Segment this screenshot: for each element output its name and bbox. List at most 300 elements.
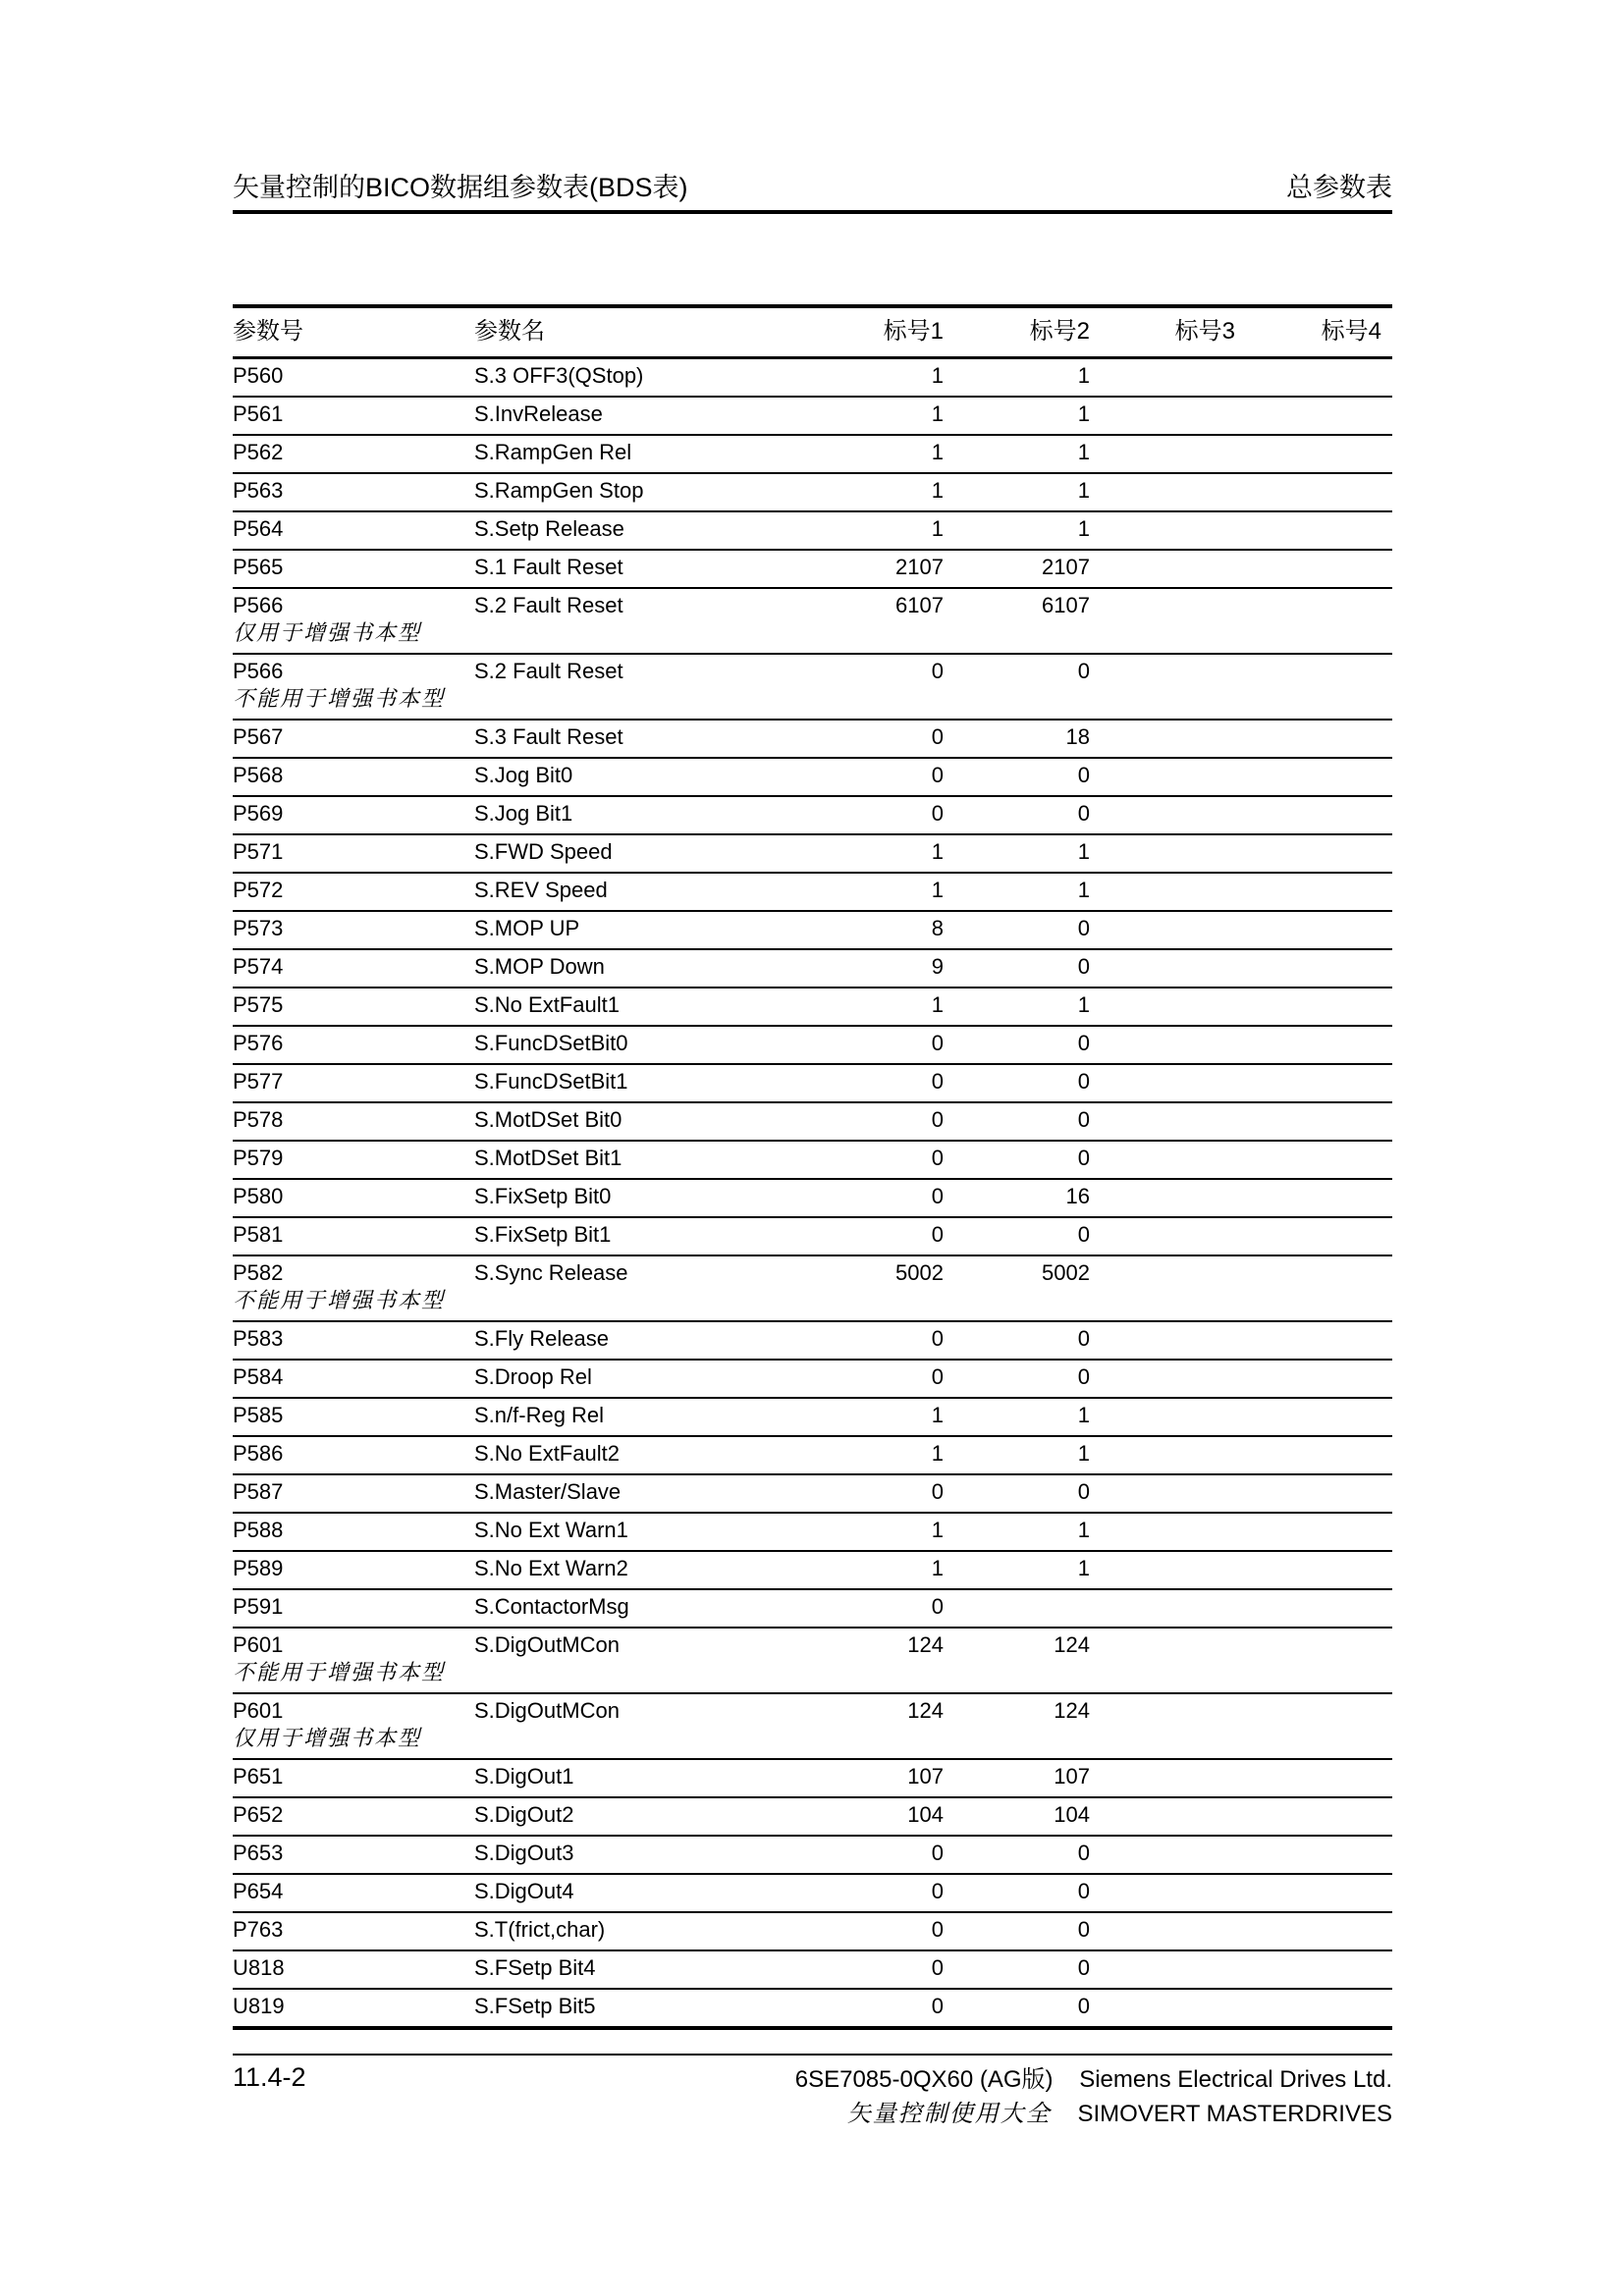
table-row [233,1551,1392,1589]
bds4-value-cell [1235,1474,1392,1513]
bds4-value-cell [1235,1950,1392,1989]
param-number: P584 [233,1364,284,1389]
parameters-table [233,304,1392,2030]
bds3-value-cell [1090,1026,1235,1064]
param-name-cell: S.FSetp Bit5 [474,1989,828,2028]
param-name-cell: S.FixSetp Bit1 [474,1217,828,1255]
bds2-value-cell: 1 [944,1513,1090,1551]
bds2-value-cell: 0 [944,1989,1090,2028]
bds2-value-cell: 1 [944,1551,1090,1589]
param-name-cell: S.Droop Rel [474,1360,828,1398]
param-name-cell: S.Master/Slave [474,1474,828,1513]
table-row [233,473,1392,511]
bds3-value-cell [1090,473,1235,511]
param-name-cell: S.No Ext Warn2 [474,1551,828,1589]
param-no-cell [233,1912,474,1950]
bds2-value-cell: 0 [944,1064,1090,1102]
bds1-value-cell: 0 [828,1836,944,1874]
param-no-cell [233,1551,474,1589]
bds2-value-cell: 18 [944,720,1090,758]
param-name-cell: S.No ExtFault2 [474,1436,828,1474]
bds1-value-cell: 0 [828,1026,944,1064]
table-row [233,1102,1392,1141]
bds2-value-cell: 2107 [944,550,1090,588]
param-no-cell [233,873,474,911]
param-number: P591 [233,1594,284,1619]
table-row [233,1874,1392,1912]
param-name-cell: S.FuncDSetBit1 [474,1064,828,1102]
param-no-cell [233,1321,474,1360]
bds3-value-cell [1090,949,1235,988]
param-no-cell [233,834,474,873]
col-header-param-name: 参数名 [474,306,828,358]
param-number: P601 [233,1698,284,1723]
bds3-value-cell [1090,796,1235,834]
param-no-cell [233,397,474,435]
bds1-value-cell: 0 [828,1321,944,1360]
footer-line-2 [795,2097,1392,2132]
bds2-value-cell: 1 [944,435,1090,473]
footer-manual-name: 矢量控制使用大全 [846,2102,1052,2127]
param-number: P601 [233,1632,284,1657]
table-row [233,1360,1392,1398]
bds1-value-cell: 0 [828,1102,944,1141]
bds1-value-cell: 124 [828,1628,944,1693]
param-number: P562 [233,440,284,464]
table-row [233,1628,1392,1693]
bds2-value-cell: 124 [944,1628,1090,1693]
param-number: P583 [233,1326,284,1351]
bds3-value-cell [1090,1321,1235,1360]
table-row [233,1836,1392,1874]
param-number: P578 [233,1107,284,1132]
bds2-value-cell: 0 [944,1217,1090,1255]
bds4-value-cell [1235,358,1392,398]
bds3-value-cell [1090,1874,1235,1912]
bds1-value-cell: 0 [828,1141,944,1179]
param-number: P571 [233,839,284,864]
bds4-value-cell [1235,1255,1392,1321]
bds1-value-cell: 5002 [828,1255,944,1321]
table-row [233,1321,1392,1360]
param-number: P572 [233,878,284,902]
param-no-cell [233,1797,474,1836]
bds3-value-cell [1090,1179,1235,1217]
bds1-value-cell: 1 [828,473,944,511]
bds4-value-cell [1235,550,1392,588]
bds4-value-cell [1235,720,1392,758]
bds1-value-cell: 107 [828,1759,944,1797]
param-number: P573 [233,916,284,940]
param-number: P585 [233,1403,284,1427]
param-name-cell: S.FixSetp Bit0 [474,1179,828,1217]
param-name-cell: S.DigOut2 [474,1797,828,1836]
bds2-value-cell: 1 [944,511,1090,550]
table-row [233,435,1392,473]
bds2-value-cell: 0 [944,1026,1090,1064]
bds1-value-cell: 124 [828,1693,944,1759]
footer-doc-number: 6SE7085-0QX60 (AG版) [794,2066,1054,2093]
param-name-cell: S.REV Speed [474,873,828,911]
table-row [233,873,1392,911]
bds4-value-cell [1235,1436,1392,1474]
bds3-value-cell [1090,550,1235,588]
param-name-cell: S.T(frict,char) [474,1912,828,1950]
bds2-value-cell: 5002 [944,1255,1090,1321]
param-no-cell [233,949,474,988]
table-header-row [233,306,1392,358]
bds1-value-cell: 0 [828,1912,944,1950]
bds4-value-cell [1235,1693,1392,1759]
param-number: P581 [233,1222,284,1247]
table-row [233,796,1392,834]
bds4-value-cell [1235,1912,1392,1950]
bds1-value-cell: 6107 [828,588,944,654]
col-header-param-no: 参数号 [233,306,474,358]
col-header-bds1: 标号1 [828,306,944,358]
bds1-value-cell: 104 [828,1797,944,1836]
bds2-value-cell: 1 [944,473,1090,511]
bds1-value-cell: 1 [828,1513,944,1551]
page-footer [233,2054,1392,2132]
param-number: P566 [233,593,284,617]
bds3-value-cell [1090,1551,1235,1589]
bds2-value-cell: 0 [944,1950,1090,1989]
param-no-cell [233,1102,474,1141]
param-number: P653 [233,1841,284,1865]
footer-line-1 [795,2062,1392,2097]
bds3-value-cell [1090,911,1235,949]
table-row [233,1589,1392,1628]
table-row [233,588,1392,654]
bds2-value-cell: 0 [944,1141,1090,1179]
param-no-cell [233,1360,474,1398]
bds4-value-cell [1235,654,1392,720]
bds4-value-cell [1235,1797,1392,1836]
bds3-value-cell [1090,1474,1235,1513]
param-no-cell [233,1874,474,1912]
bds1-value-cell: 0 [828,720,944,758]
param-number: P568 [233,763,284,787]
bds4-value-cell [1235,1026,1392,1064]
param-name-cell: S.RampGen Stop [474,473,828,511]
table-row [233,511,1392,550]
bds1-value-cell: 1 [828,1436,944,1474]
param-no-cell [233,473,474,511]
bds1-value-cell: 0 [828,1950,944,1989]
param-note: 仅用于增强书本型 [233,1726,422,1750]
param-number: P566 [233,659,284,683]
bds1-value-cell: 0 [828,1874,944,1912]
table-row [233,358,1392,398]
param-no-cell [233,1474,474,1513]
bds4-value-cell [1235,397,1392,435]
param-number: U819 [233,1994,285,2018]
bds1-value-cell: 0 [828,1360,944,1398]
bds2-value-cell: 1 [944,988,1090,1026]
param-number: P651 [233,1764,284,1789]
param-no-cell [233,1950,474,1989]
table-row [233,1474,1392,1513]
bds2-value-cell: 0 [944,1360,1090,1398]
param-no-cell [233,1179,474,1217]
bds3-value-cell [1090,720,1235,758]
param-name-cell: S.3 Fault Reset [474,720,828,758]
bds4-value-cell [1235,1989,1392,2028]
param-no-cell [233,358,474,398]
bds3-value-cell [1090,1950,1235,1989]
param-name-cell: S.3 OFF3(QStop) [474,363,644,388]
bds1-value-cell: 0 [828,1064,944,1102]
bds4-value-cell [1235,873,1392,911]
bds2-value-cell: 1 [944,1398,1090,1436]
bds2-value-cell: 0 [944,1836,1090,1874]
param-name-cell: S.FWD Speed [474,834,828,873]
bds3-value-cell [1090,397,1235,435]
bds3-value-cell [1090,511,1235,550]
bds2-value-cell: 104 [944,1797,1090,1836]
bds1-value-cell: 1 [931,363,944,388]
param-note: 不能用于增强书本型 [233,1660,446,1684]
bds1-value-cell: 1 [828,435,944,473]
param-number: P588 [233,1518,284,1542]
table-row [233,834,1392,873]
bds4-value-cell [1235,1217,1392,1255]
col-header-bds3: 标号3 [1090,306,1235,358]
bds3-value-cell [1090,1064,1235,1102]
table-row [233,1693,1392,1759]
bds3-value-cell [1090,588,1235,654]
table-row [233,1398,1392,1436]
param-no-cell [233,1989,474,2028]
bds3-value-cell [1090,1102,1235,1141]
bds1-value-cell: 1 [828,834,944,873]
bds1-value-cell: 1 [828,873,944,911]
bds2-value-cell: 1 [944,873,1090,911]
param-name-cell: S.n/f-Reg Rel [474,1398,828,1436]
table-row [233,911,1392,949]
param-note: 仅用于增强书本型 [233,620,422,645]
param-name-cell: S.Setp Release [474,511,828,550]
bds4-value-cell [1235,1589,1392,1628]
bds3-value-cell [1090,1217,1235,1255]
bds2-value-cell: 107 [944,1759,1090,1797]
bds3-value-cell [1090,1628,1235,1693]
bds3-value-cell [1090,1589,1235,1628]
param-name-cell: S.InvRelease [474,397,828,435]
footer-company-name: Siemens Electrical Drives Ltd. [1079,2066,1392,2093]
bds4-value-cell [1235,1628,1392,1693]
param-no-cell [233,988,474,1026]
bds4-value-cell [1235,1874,1392,1912]
bds1-value-cell: 1 [828,988,944,1026]
param-name-cell: S.2 Fault Reset [474,654,828,720]
bds4-value-cell [1235,473,1392,511]
param-name-cell: S.MotDSet Bit1 [474,1141,828,1179]
param-number: P587 [233,1479,284,1504]
param-number: P589 [233,1556,284,1580]
param-name-cell: S.FuncDSetBit0 [474,1026,828,1064]
param-number: P576 [233,1031,284,1055]
param-no-cell [233,1141,474,1179]
param-no-cell [233,1436,474,1474]
table-row [233,1759,1392,1797]
bds2-value-cell: 1 [944,397,1090,435]
param-number: P652 [233,1802,284,1827]
param-name-cell: S.DigOutMCon [474,1628,828,1693]
param-name-cell: S.1 Fault Reset [474,550,828,588]
param-number: P563 [233,478,284,503]
table-row [233,1179,1392,1217]
page-header-title-right: 总参数表 [1286,173,1392,202]
param-note: 不能用于增强书本型 [233,686,446,711]
bds2-value-cell: 1 [944,834,1090,873]
bds2-value-cell: 0 [944,949,1090,988]
param-name-cell: S.Sync Release [474,1255,828,1321]
bds4-value-cell [1235,949,1392,988]
bds4-value-cell [1235,1321,1392,1360]
bds1-value-cell: 1 [828,397,944,435]
param-name-cell: S.MotDSet Bit0 [474,1102,828,1141]
bds4-value-cell [1235,1551,1392,1589]
bds1-value-cell: 0 [828,1217,944,1255]
bds1-value-cell: 2107 [828,550,944,588]
param-name-cell: S.Jog Bit0 [474,758,828,796]
bds4-value-cell [1235,588,1392,654]
bds1-value-cell: 0 [828,1989,944,2028]
bds2-value-cell: 1 [944,1436,1090,1474]
bds2-value-cell: 0 [944,1912,1090,1950]
table-row [233,1217,1392,1255]
bds1-value-cell: 8 [828,911,944,949]
bds4-value-cell [1235,758,1392,796]
bds4-value-cell [1235,1398,1392,1436]
bds2-value-cell: 124 [944,1693,1090,1759]
bds3-value-cell [1090,654,1235,720]
bds4-value-cell [1235,1360,1392,1398]
bds1-value-cell: 1 [828,1398,944,1436]
param-number: P575 [233,992,284,1017]
bds2-value-cell: 0 [944,1874,1090,1912]
param-name-cell: S.Jog Bit1 [474,796,828,834]
document-page [233,0,1392,2132]
param-name-cell: S.MOP UP [474,911,828,949]
param-number: U818 [233,1955,285,1980]
param-no-cell [233,1026,474,1064]
bds2-value-cell: 0 [944,1102,1090,1141]
bds1-value-cell: 0 [828,654,944,720]
table-row [233,654,1392,720]
param-name-cell: S.DigOutMCon [474,1693,828,1759]
table-row [233,1026,1392,1064]
footer-publisher-block [795,2062,1392,2132]
param-name-cell: S.Fly Release [474,1321,828,1360]
bds4-value-cell [1235,834,1392,873]
bds4-value-cell [1235,1102,1392,1141]
bds2-value-cell: 6107 [944,588,1090,654]
bds3-value-cell [1090,435,1235,473]
bds3-value-cell [1090,1436,1235,1474]
bds2-value-cell: 1 [1077,363,1090,388]
bds3-value-cell [1090,1513,1235,1551]
param-no-cell [233,720,474,758]
param-number: P582 [233,1260,284,1285]
param-no-cell [233,1217,474,1255]
param-number: P569 [233,801,284,826]
bds2-value-cell: 0 [944,1321,1090,1360]
col-header-bds2: 标号2 [944,306,1090,358]
param-number: P565 [233,555,284,579]
table-row [233,988,1392,1026]
param-name-cell: S.DigOut4 [474,1874,828,1912]
bds2-value-cell: 0 [944,758,1090,796]
bds3-value-cell [1090,358,1235,398]
page-header [233,0,1392,214]
param-number: P577 [233,1069,284,1094]
bds4-value-cell [1235,796,1392,834]
param-number: P763 [233,1917,284,1942]
table-row [233,1989,1392,2028]
bds3-value-cell [1090,1759,1235,1797]
param-name-cell: S.DigOut1 [474,1759,828,1797]
bds4-value-cell [1235,911,1392,949]
table-row [233,1912,1392,1950]
table-row [233,397,1392,435]
bds3-value-cell [1090,1693,1235,1759]
bds1-value-cell: 0 [828,758,944,796]
param-no-cell [233,654,474,720]
param-no-cell [233,1513,474,1551]
param-number: P580 [233,1184,284,1208]
bds1-value-cell: 0 [828,1474,944,1513]
param-no-cell [233,435,474,473]
bds4-value-cell [1235,511,1392,550]
bds3-value-cell [1090,1797,1235,1836]
bds2-value-cell [944,1589,1090,1628]
bds1-value-cell: 1 [828,511,944,550]
param-number: P574 [233,954,284,979]
param-name-cell: S.No ExtFault1 [474,988,828,1026]
param-note: 不能用于增强书本型 [233,1288,446,1312]
table-row [233,1513,1392,1551]
bds4-value-cell [1235,1141,1392,1179]
bds1-value-cell: 0 [828,1589,944,1628]
bds3-value-cell [1090,1398,1235,1436]
param-name-cell: S.DigOut3 [474,1836,828,1874]
bds3-value-cell [1090,1141,1235,1179]
footer-page-number: 11.4-2 [233,2062,306,2092]
param-no-cell [233,1836,474,1874]
table-row [233,758,1392,796]
table-row [233,720,1392,758]
bds4-value-cell [1235,988,1392,1026]
bds4-value-cell [1235,1513,1392,1551]
param-no-cell [233,1255,474,1321]
bds1-value-cell: 9 [828,949,944,988]
param-no-cell [233,1628,474,1693]
param-no-cell [233,911,474,949]
param-no-cell [233,1589,474,1628]
bds2-value-cell: 0 [944,1474,1090,1513]
param-number: P561 [233,401,284,426]
table-row [233,1255,1392,1321]
bds4-value-cell [1235,1836,1392,1874]
param-name-cell: S.FSetp Bit4 [474,1950,828,1989]
bds1-value-cell: 0 [828,796,944,834]
param-no-cell [233,796,474,834]
table-row [233,1950,1392,1989]
col-header-bds4: 标号4 [1235,306,1392,358]
